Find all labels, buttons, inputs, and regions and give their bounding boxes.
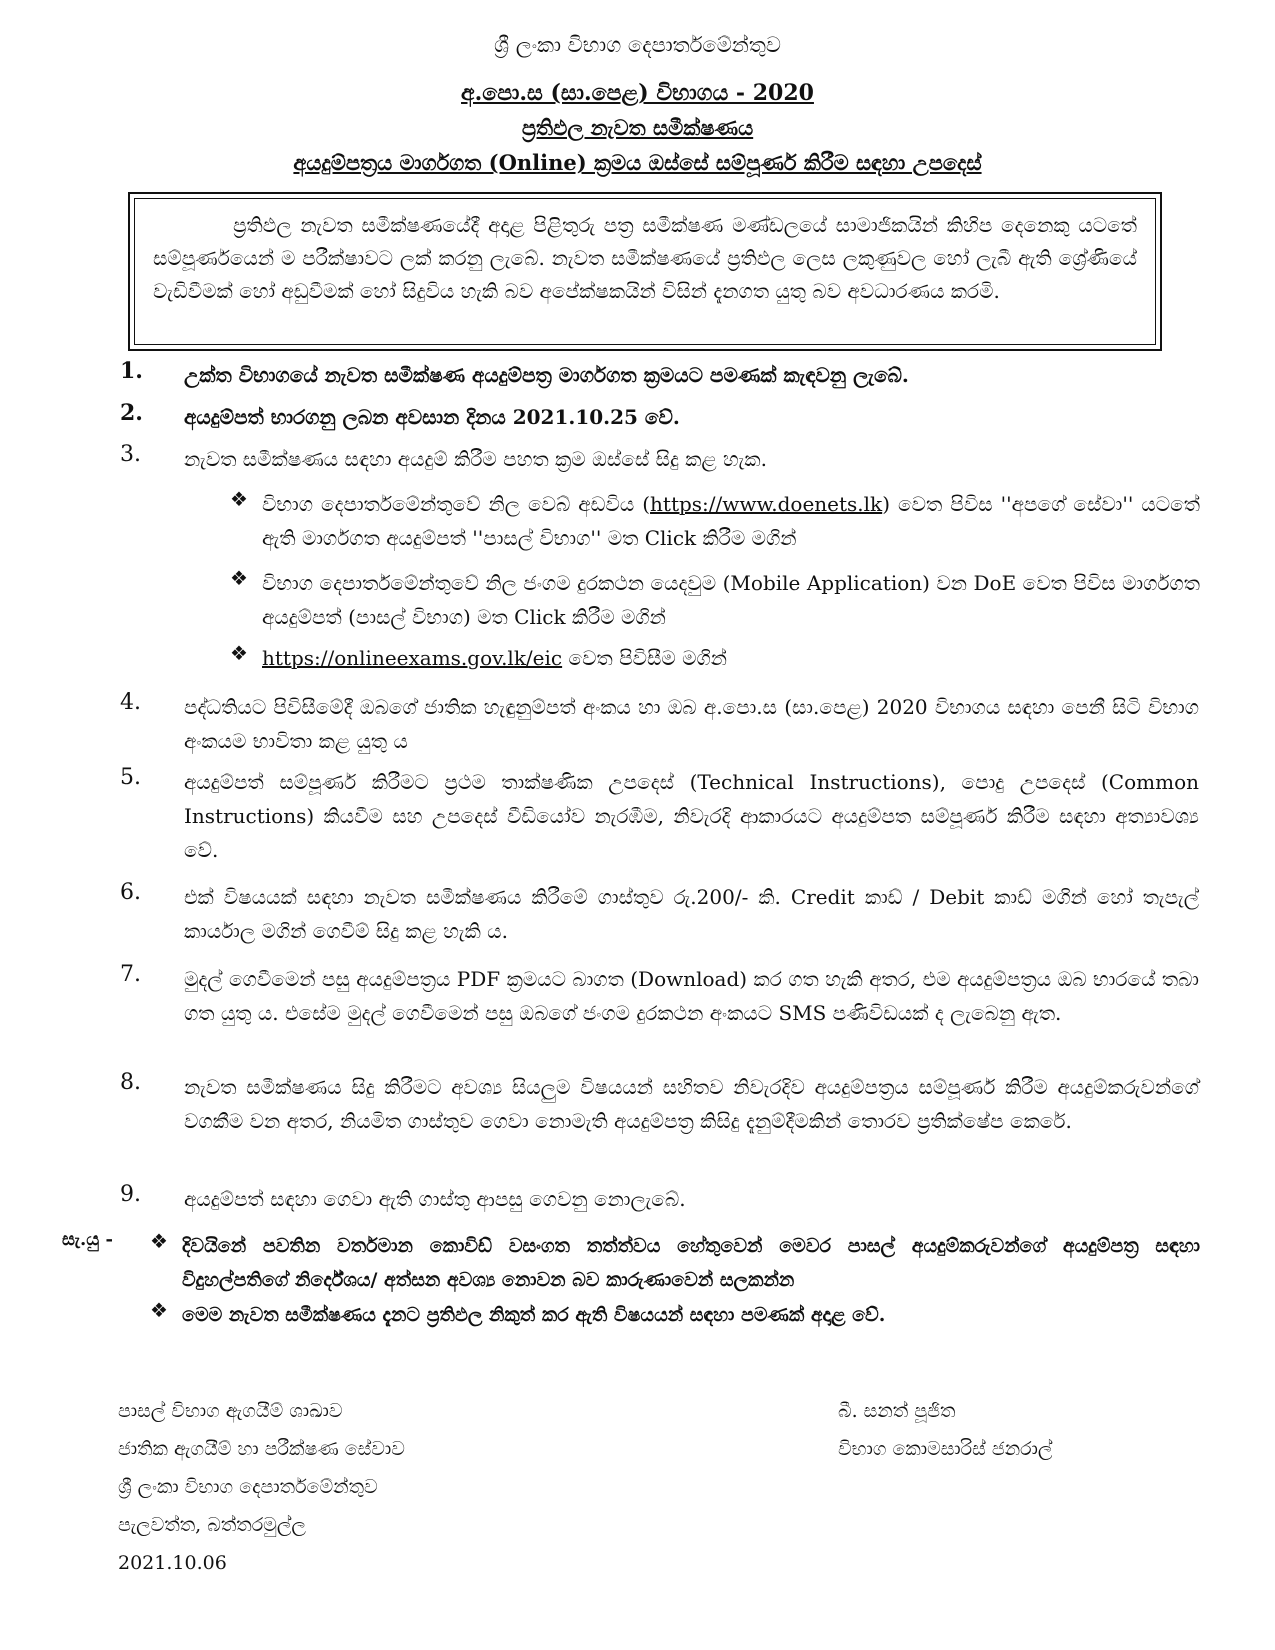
item-number: 1. — [120, 358, 143, 384]
note-text: මෙම නැවත සමීක්ෂණය දැනට ප්‍රතිඵල නිකුත් කර ඇති විෂයයන් සඳහා පමණක් අදාළ වේ. — [182, 1304, 886, 1326]
item-number: 4. — [120, 690, 141, 715]
method-text-pre: විභාග දෙපාර්තමේන්තුවේ නිල වෙබ් අඩවිය ( — [262, 492, 651, 516]
item-text: නැවත සමීක්ෂණය සිදු කිරීමට අවශ්‍ය සියලුම විෂයයන් සහිතව නිවැරදිව අයදුම්පත්‍රය සම්පූර්ණ කිරීම අයදුම්කරුවන්ගේ වගකීම වන අතර, නියමිත ගාස්තුව ගෙවා නොමැති අයදුම්පත්‍ර කිසිදු දැනුම්දීමකින් තොරව ප්‍රතික්ෂේප කෙරේ. — [184, 1075, 1199, 1133]
department-heading: ශ්‍රී ලංකා විභාග දෙපාර්තමේන්තුව — [494, 33, 781, 57]
bullet-icon: ❖ — [230, 566, 248, 590]
office-address: පැලවත්ත, බත්තරමුල්ල — [118, 1514, 306, 1536]
item-number: 2. — [120, 400, 143, 426]
bullet-icon: ❖ — [230, 641, 248, 665]
item-text: නැවත සමීක්ෂණය සඳහා අයදුම් කිරීම පහත ක්‍රම ඔස්සේ සිදු කළ හැක. — [184, 447, 767, 471]
notice-text: ප්‍රතිඵල නැවත සමීක්ෂණයේදී අදාළ පිළිතුරු පත්‍ර සමීක්ෂණ මණ්ඩලයේ සාමාජිකයින් කිහිප දෙනෙකු යටතේ සම්පූර්ණයෙන් ම පරීක්ෂාවට ලක් කරනු ලැබේ. නැවත සමීක්ෂණයේ ප්‍රතිඵල ලෙස ලකුණුවල හෝ ලැබී ඇති ශ්‍රේණියේ වැඩිවීමක් හෝ අඩුවීමක් හෝ සිදුවිය හැකි බව අපේක්ෂකයින් විසින් දැනගත යුතු බව අවධාරණය කරමි. — [134, 198, 1156, 345]
item-number: 8. — [120, 1070, 141, 1095]
notice-box — [128, 192, 1162, 351]
method-text — [262, 641, 1200, 675]
bullet-icon: ❖ — [230, 487, 248, 511]
office-branch: පාසල් විභාග ඇගයීම් ශාඛාව — [118, 1400, 343, 1422]
note-text: දිවයිනේ පවතින වර්තමාන කොවිඩ් වසංගත තත්ත්වය හේතුවෙන් මෙවර පාසල් අයදුම්කරුවන්ගේ අයදුම්පත්‍ර සඳහා විදුහල්පතිගේ නිර්දේශය/ අත්සන අවශ්‍ය නොවන බව කාරුණාවෙන් සලකන්න — [182, 1235, 1200, 1291]
item-text: උක්ත විභාගයේ නැවත සමීක්ෂණ අයදුම්පත්‍ර මාර්ගගත ක්‍රමයට පමණක් කැඳවනු ලැබේ. — [184, 363, 909, 387]
issuing-office-block — [118, 1392, 405, 1582]
note-label: සැ.යු - — [62, 1229, 113, 1250]
item-text: අයදුම්පත් සම්පූර්ණ කිරීමට ප්‍රථම තාක්ෂණික උපදෙස් (Technical Instructions), පොදු උපදෙස් (Common Instructions) කියවීම සහ උපදෙස් වීඩියෝව නැරඹීම, නිවැරදි ආකාරයට අයදුම්පත සම්පූර්ණ කිරීම සඳහා අත්‍යාවශ්‍ය වේ. — [184, 770, 1199, 862]
item-text: එක් විෂයයක් සඳහා නැවත සමීක්ෂණය කිරීමේ ගාස්තුව රු.200/- කි. Credit කාඩ් / Debit කාඩ් මගින් හෝ තැපැල් කාර්යාල මගින් ගෙවීම් සිදු කළ හැකි ය. — [184, 885, 1199, 943]
signatory-block — [838, 1392, 1052, 1468]
method-text-post: ) වෙත පිවිස ''අපගේ සේවා'' යටතේ ඇති මාර්ගගත අයදුම්පත් ''පාසල් විභාග'' මත Click කිරීම මගින් — [262, 492, 1200, 550]
office-service: ජාතික ඇගයීම් හා පරීක්ෂණ සේවාව — [118, 1438, 405, 1460]
item-text: මුදල් ගෙවීමෙන් පසු අයදුම්පත්‍රය PDF ක්‍රමයට බාගත (Download) කර ගත හැකි අතර, එම අයදුම්පත්‍රය ඔබ භාරයේ තබා ගත යුතු ය. එසේම මුදල් ගෙවීමෙන් පසු ඔබගේ ජංගම දුරකථන අංකයට SMS පණිවිඩයක් ද ලැබෙනු ඇත. — [184, 967, 1199, 1025]
method-text: විභාග දෙපාර්තමේන්තුවේ නිල ජංගම දුරකථන යෙදවුම (Mobile Application) වන DoE වෙත පිවිස මාර්ගගත අයදුම්පත් (පාසල් විභාග) මත Click කිරීම මගින් — [262, 571, 1200, 629]
document-title: ප්‍රතිඵල නැවත සමීක්ෂණය — [521, 115, 754, 140]
exam-title: අ.පො.ස (සා.පෙළ) විභාගය - 2020 — [461, 80, 814, 106]
item-text: පද්ධතියට පිවිසීමේදී ඔබගේ ජාතික හැඳුනුම්පත් අංකය හා ඔබ අ.පො.ස (සා.පෙළ) 2020 විභාගය සඳහා පෙනී සිටි විභාග අංකයම භාවිතා කළ යුතු ය — [184, 695, 1199, 753]
onlineexams-link[interactable]: https://onlineexams.gov.lk/eic — [262, 646, 563, 670]
signatory-name: බී. සනත් පූජිත — [838, 1400, 956, 1422]
method-text — [262, 487, 1200, 555]
item-number: 7. — [120, 962, 141, 987]
bullet-icon: ❖ — [150, 1229, 168, 1253]
item-text: අයදුම්පත් සඳහා ගෙවා ඇති ගාස්තු ආපසු ගෙවනු නොලැබේ. — [184, 1187, 686, 1211]
signatory-title: විභාග කොමසාරිස් ජනරාල් — [838, 1438, 1053, 1460]
doenets-link[interactable]: https://www.doenets.lk — [650, 492, 883, 516]
item-number: 9. — [120, 1182, 141, 1207]
document-subtitle: අයදුම්පත්‍රය මාර්ගගත (Online) ක්‍රමය ඔස්සේ සම්පූර්ණ කිරීම සඳහා උපදෙස් — [293, 150, 982, 175]
method-text-post: වෙත පිවිසීම මගින් — [562, 646, 728, 670]
item-number: 3. — [120, 442, 141, 467]
office-department: ශ්‍රී ලංකා විභාග දෙපාර්තමේන්තුව — [118, 1476, 378, 1498]
bullet-icon: ❖ — [150, 1298, 168, 1322]
item-number: 6. — [120, 880, 141, 905]
item-text: අයදුම්පත් භාරගනු ලබන අවසාන දිනය 2021.10.25 වේ. — [184, 405, 680, 429]
issue-date: 2021.10.06 — [118, 1552, 227, 1574]
item-number: 5. — [120, 765, 141, 790]
